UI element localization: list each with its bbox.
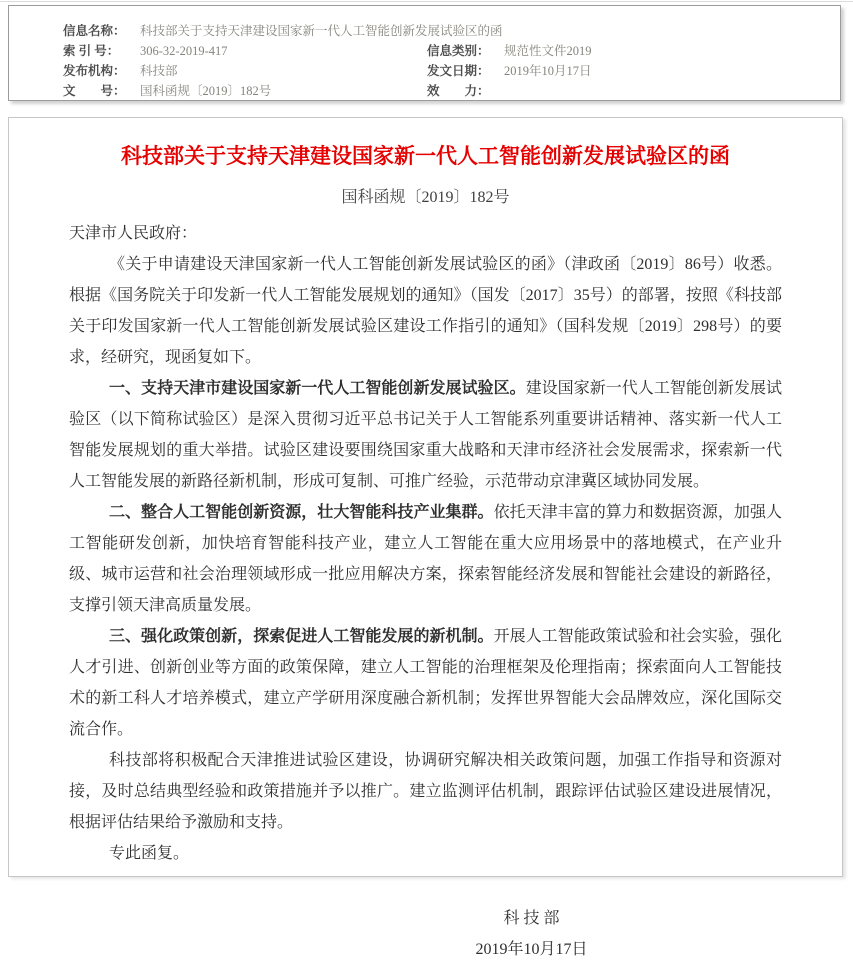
page-top-divider: [0, 1, 853, 2]
salutation: 天津市人民政府：: [69, 225, 198, 242]
paragraph-reply-note: [69, 838, 782, 869]
index-number-value: 306-32-2019-417: [140, 44, 228, 58]
paragraph-item-3: [69, 621, 782, 745]
document-title: 科技部关于支持天津建设国家新一代人工智能创新发展试验区的函: [121, 144, 730, 168]
issuing-agency-label: 发布机构：: [63, 64, 126, 78]
document-body-panel: [8, 117, 843, 958]
paragraph-item-1-lead: 一、支持天津市建设国家新一代人工智能创新发展试验区。: [109, 380, 526, 397]
document-info-panel: [8, 5, 841, 101]
issue-date-label: 发文日期：: [427, 64, 490, 78]
signature-signer: 科 技 部: [503, 910, 560, 927]
index-number-label: 索 引 号：: [63, 44, 120, 58]
info-row-agency: [63, 61, 840, 81]
signature-date: 2019年10月17日: [475, 941, 588, 958]
paragraph-intro: [69, 249, 782, 373]
info-name-label: 信息名称：: [63, 24, 126, 38]
paragraph-intro-text: 《关于申请建设天津国家新一代人工智能创新发展试验区的函》（津政函〔2019〕86号）收悉。根据《国务院关于印发新一代人工智能发展规划的通知》（国发〔2017〕35号）的部署，按照《科技部关于印发国家新一代人工智能创新发展试验区建设工作指引的通知》（国科发规〔2019〕298号）的要求，经研究，现函复如下。: [69, 256, 782, 366]
info-name-value: 科技部关于支持天津建设国家新一代人工智能创新发展试验区的函: [140, 24, 503, 38]
paragraph-item-2-text: 依托天津丰富的算力和数据资源，加强人工智能研发创新，加快培育智能科技产业，建立人工智能在重大应用场景中的落地模式，在产业升级、城市运营和社会治理领域形成一批应用解决方案，探索智能经济发展和智能社会建设的新路径，支撑引领天津高质量发展。: [69, 504, 782, 614]
paragraph-item-3-lead: 三、强化政策创新，探索促进人工智能发展的新机制。: [109, 628, 494, 645]
info-row-name: [63, 21, 840, 41]
paragraph-item-3-text: 开展人工智能政策试验和社会实验，强化人才引进、创新创业等方面的政策保障，建立人工智能的治理框架及伦理指南；探索面向人工智能技术的新工科人才培养模式，建立产学研用深度融合新机制；发挥世界智能大会品牌效应，深化国际交流合作。: [69, 628, 782, 738]
validity-label: 效 力：: [427, 84, 490, 98]
doc-number-value: 国科函规〔2019〕182号: [140, 84, 272, 98]
paragraph-closing-support-text: 科技部将积极配合天津推进试验区建设，协调研究解决相关政策问题，加强工作指导和资源对接，及时总结典型经验和政策措施并予以推广。建立监测评估机制，跟踪评估试验区建设进展情况，根据评估结果给予激励和支持。: [69, 752, 782, 831]
issuing-agency-value: 科技部: [140, 64, 178, 78]
paragraph-item-1: [69, 373, 782, 497]
paragraph-item-2-lead: 二、整合人工智能创新资源，壮大智能科技产业集群。: [109, 504, 494, 521]
signature-block: [175, 903, 853, 965]
paragraph-item-2: [69, 497, 782, 621]
info-category-label: 信息类别：: [427, 44, 490, 58]
issue-date-value: 2019年10月17日: [504, 64, 592, 78]
paragraph-reply-note-text: 专此函复。: [109, 845, 190, 862]
doc-number-label: 文 号：: [63, 84, 126, 98]
paragraph-closing-support: [69, 745, 782, 838]
info-category-value: 规范性文件2019: [504, 44, 592, 58]
paragraph-item-1-text: 建设国家新一代人工智能创新发展试验区（以下简称试验区）是深入贯彻习近平总书记关于人工智能系列重要讲话精神、落实新一代人工智能发展规划的重大举措。试验区建设要围绕国家重大战略和天津市经济社会发展需求，探索新一代人工智能发展的新路径新机制，形成可复制、可推广经验，示范带动京津冀区域协同发展。: [69, 380, 782, 490]
info-row-index: [63, 41, 840, 61]
document-number: 国科函规〔2019〕182号: [341, 189, 510, 206]
document-text: [69, 218, 782, 965]
info-row-docnumber: [63, 81, 840, 101]
